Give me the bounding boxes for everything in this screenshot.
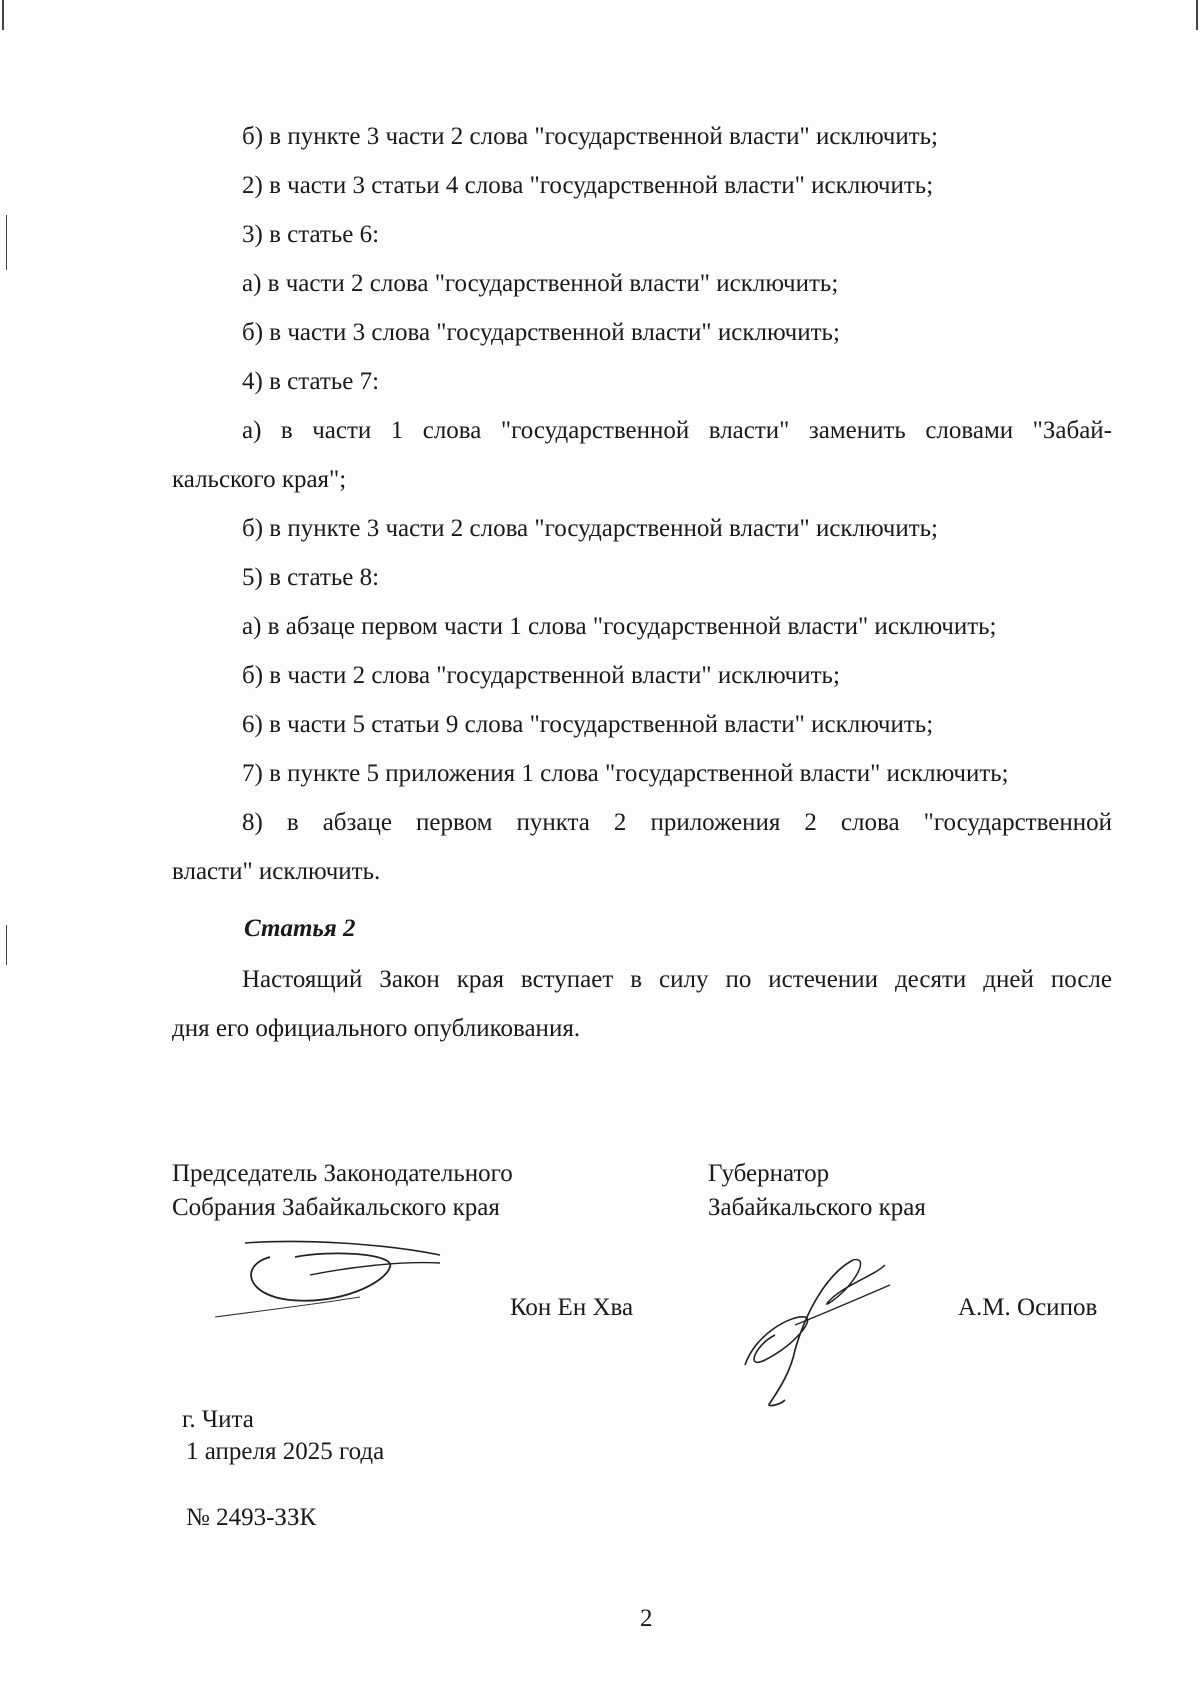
list-item: 4) в статье 7: (242, 368, 380, 395)
list-item: 7) в пункте 5 приложения 1 слова "государственной власти" исключить; (242, 760, 1009, 787)
article-text: Настоящий Закон края вступает в силу по истечении десяти дней после (242, 966, 1112, 993)
scan-edge-left (2, 0, 4, 30)
list-item: 5) в статье 8: (242, 564, 380, 591)
list-item: б) в пункте 3 части 2 слова "государственной власти" исключить; (242, 515, 938, 542)
right-signatory-title-line1: Губернатор (708, 1160, 830, 1187)
scan-edge-left-mark-2 (6, 925, 7, 965)
article-text-continuation: дня его официального опубликования. (172, 1015, 581, 1042)
list-item: 6) в части 5 статьи 9 слова "государственной власти" исключить; (242, 711, 934, 738)
list-item: а) в абзаце первом части 1 слова "государственной власти" исключить; (242, 613, 997, 640)
list-item: а) в части 2 слова "государственной власти" исключить; (242, 270, 839, 297)
right-signatory-name: А.М. Осипов (958, 1294, 1098, 1321)
right-signatory-title-line2: Забайкальского края (708, 1194, 926, 1221)
left-signatory-title-line1: Председатель Законодательного (172, 1160, 513, 1187)
list-item: 3) в статье 6: (242, 221, 380, 248)
left-signatory-name: Кон Ен Хва (510, 1294, 634, 1321)
list-item: б) в пункте 3 части 2 слова "государственной власти" исключить; (242, 123, 938, 150)
article-heading: Статья 2 (244, 915, 356, 942)
right-handwritten-signature (735, 1255, 905, 1410)
list-item: б) в части 2 слова "государственной власти" исключить; (242, 662, 840, 689)
list-item-continuation: кальского края"; (172, 466, 347, 493)
scan-edge-right (1196, 0, 1198, 30)
list-item-continuation: власти" исключить. (172, 858, 381, 885)
left-signatory-title-line2: Собрания Забайкальского края (172, 1194, 500, 1221)
list-item: а) в части 1 слова "государственной власти" заменить словами "Забай- (242, 417, 1112, 444)
document-date: 1 апреля 2025 года (186, 1438, 385, 1465)
scan-edge-left-mark (6, 215, 7, 270)
page-number: 2 (640, 1605, 653, 1632)
list-item: 2) в части 3 статьи 4 слова "государственной власти" исключить; (242, 172, 934, 199)
list-item: б) в части 3 слова "государственной власти" исключить; (242, 319, 840, 346)
document-number: № 2493-ЗЗК (186, 1504, 317, 1531)
list-item: 8) в абзаце первом пункта 2 приложения 2 слова "государственной (242, 809, 1112, 836)
left-handwritten-signature (210, 1235, 450, 1325)
document-city: г. Чита (182, 1406, 254, 1433)
